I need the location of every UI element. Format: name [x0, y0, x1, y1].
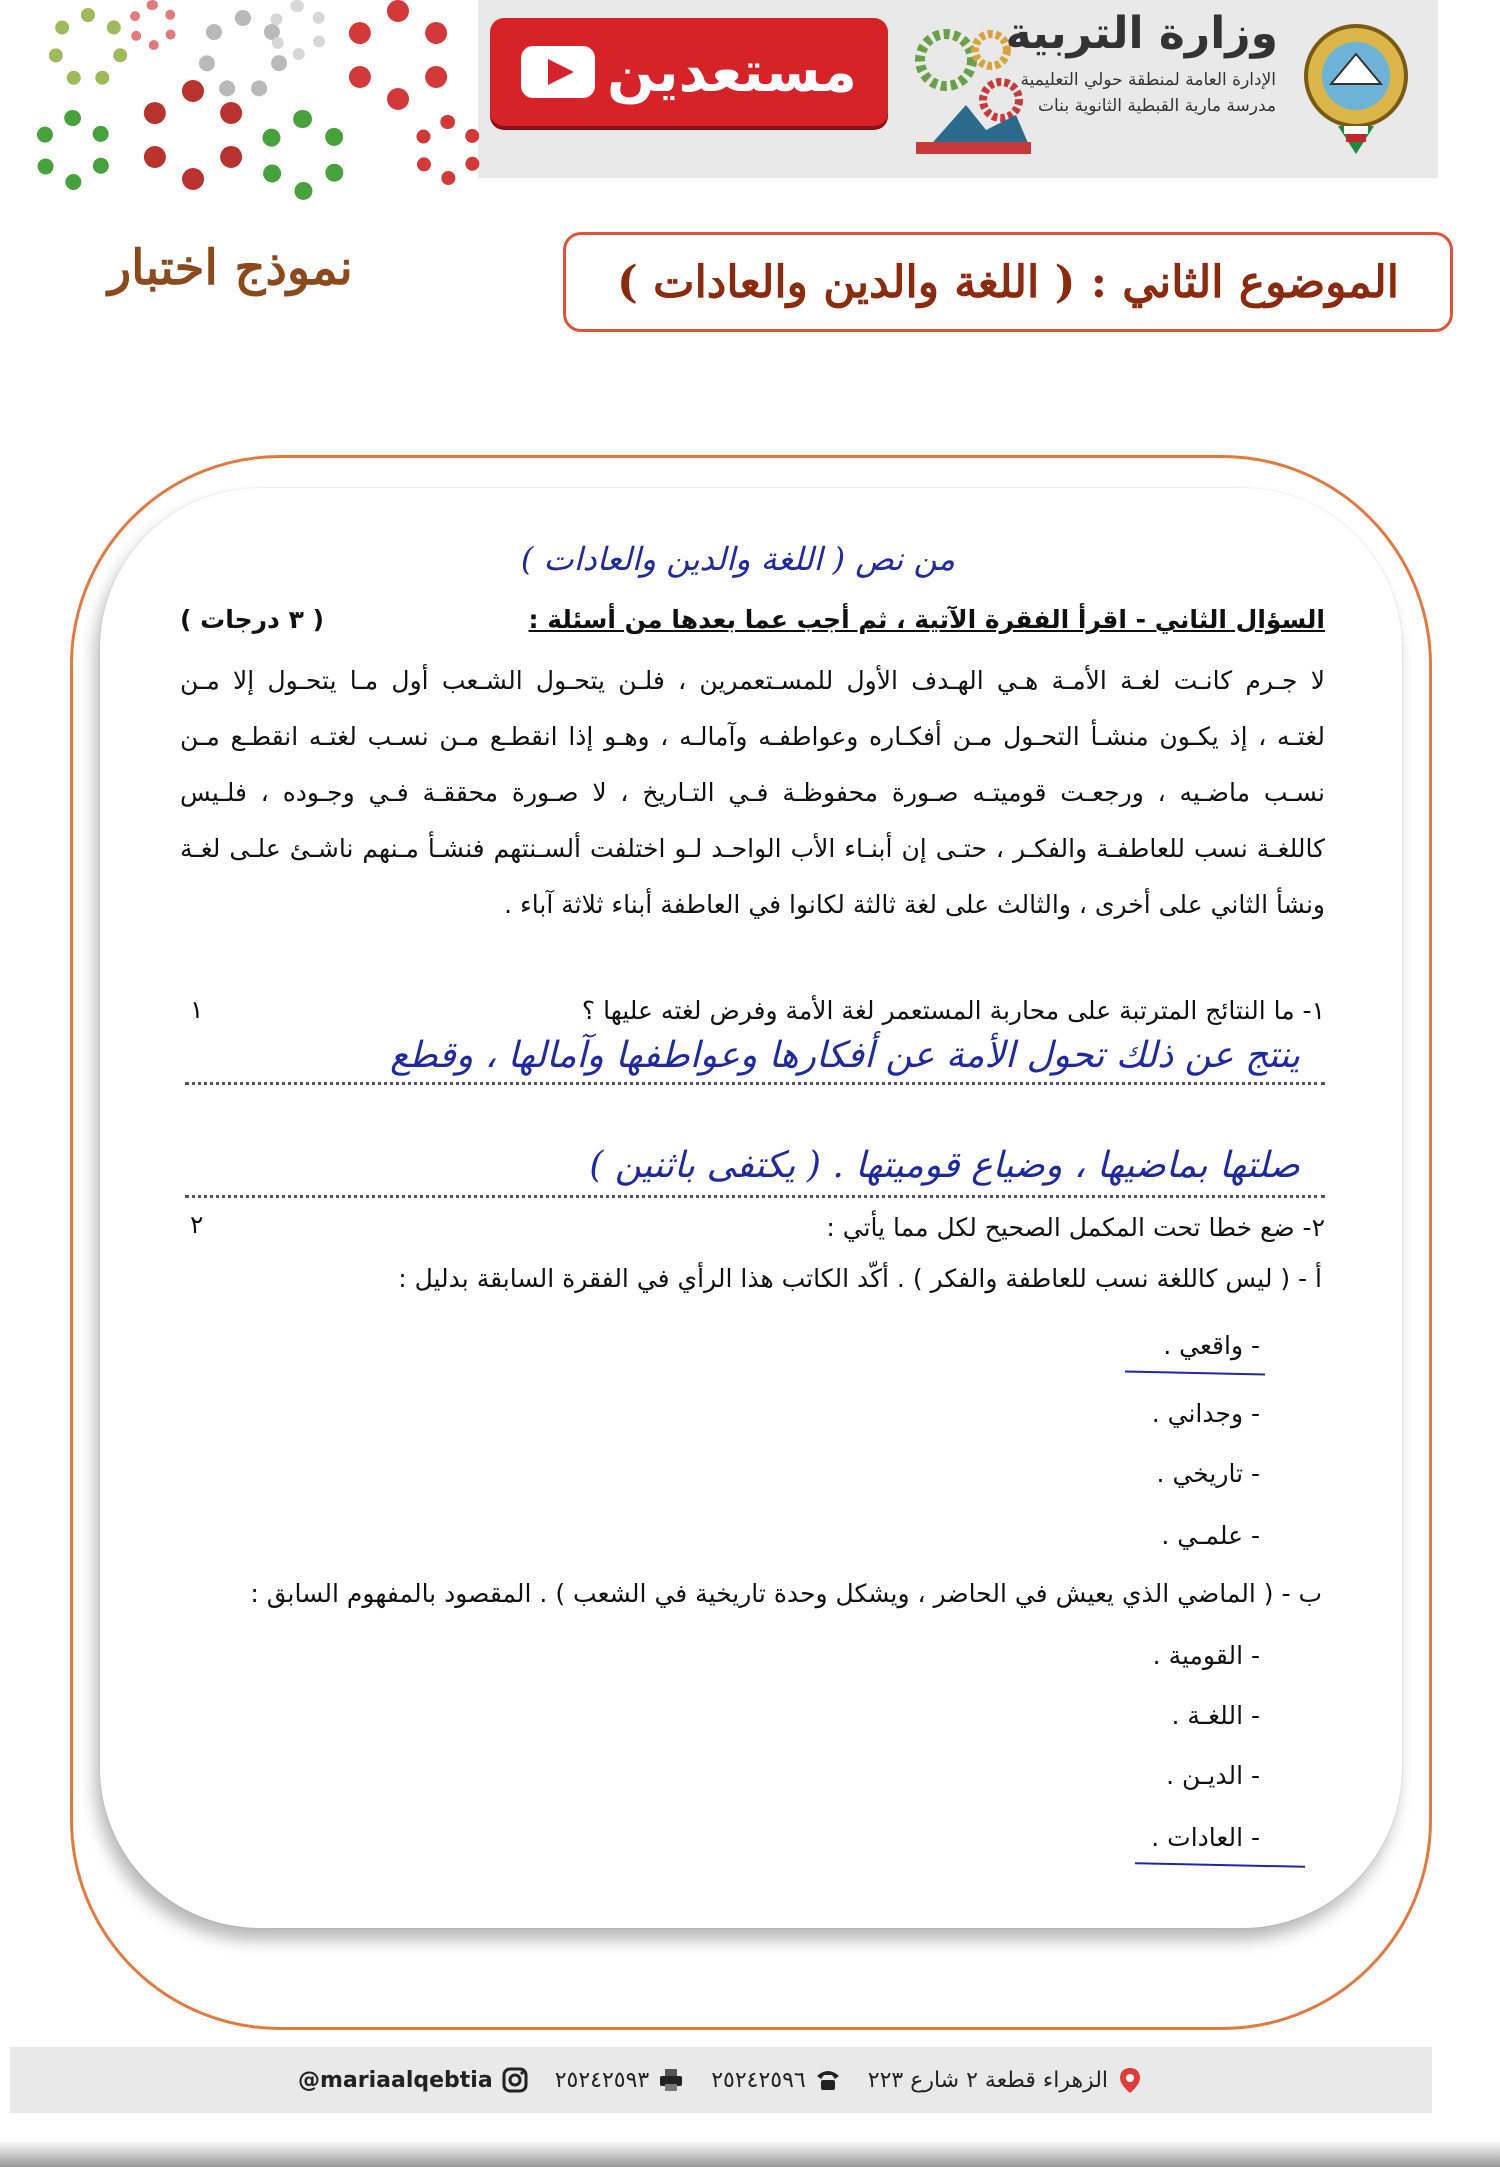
- question-1-mark: ١: [190, 995, 204, 1024]
- fax-icon: [657, 2066, 685, 2094]
- gear-icon: [33, 110, 113, 190]
- option-item: - واقعي .: [1163, 1331, 1260, 1360]
- location-pin-icon: [1116, 2066, 1144, 2094]
- fax-number: ٢٥٢٤٢٥٩٣: [554, 2067, 650, 2093]
- handwritten-answer-line: صلتها بماضيها ، وضياع قوميتها . ( يكتفى باثنين ): [589, 1145, 1300, 1186]
- footer-address: [868, 2066, 1144, 2094]
- question-2a: أ - ( ليس كاللغة نسب للعاطفة والفكر ) . أكّد الكاتب هذا الرأي في الفقرة السابقة بدليل :: [398, 1264, 1322, 1293]
- badge-label: مستعدين: [607, 39, 857, 105]
- paragraph-line: لغتـه ، إذ يكـون منشـأ التحـول مـن أفكـاره وعواطفـه وآمالـه ، وهـو إذا انقطـع مـن نسـب لغتـه انقطـع مـن: [180, 722, 1325, 751]
- paragraph-line: كاللغـة نسب للعاطفـة والفكـر ، حتـى إن أبنـاء الأب الواحـد لـو اختلفت ألسـنتهم فنشـأ مـنهم ناشـئ علـى لغـة: [180, 834, 1325, 863]
- question-heading: السؤال الثاني - اقرأ الفقرة الآتية ، ثم أجب عما بعدها من أسئلة :: [528, 605, 1325, 634]
- option-item: - اللغـة .: [1171, 1701, 1260, 1730]
- gears-decoration: [18, 0, 478, 178]
- paragraph-line: نسـب ماضـيه ، ورجعـت قوميتـه صـورة محفوظـة فـي التـاريخ ، لا صـورة محققـة فـي وجـوده ، فلـيس: [180, 778, 1325, 807]
- option-item: - وجداني .: [1151, 1399, 1260, 1428]
- gear-icon: [48, 8, 128, 88]
- footer-fax: [555, 2066, 686, 2094]
- gear-icon: [128, 0, 178, 50]
- school-name: مدرسة مارية القبطية الثانوية بنات: [1038, 96, 1276, 116]
- footer-instagram: [298, 2066, 529, 2094]
- exam-model-label: نموذج اختبار: [108, 240, 353, 296]
- option-item: - علمـي .: [1161, 1521, 1260, 1550]
- option-item: - العادات .: [1151, 1823, 1260, 1852]
- ministry-directorate: الإدارة العامة لمنطقة حولي التعليمية: [1020, 70, 1276, 90]
- instagram-icon: [501, 2066, 529, 2094]
- gear-icon: [343, 0, 453, 110]
- handwritten-answer-line: ينتج عن ذلك تحول الأمة عن أفكارها وعواطفها وآمالها ، وقطع: [389, 1035, 1300, 1076]
- answer-dotted-line: [185, 1195, 1325, 1198]
- topic-title: الموضوع الثاني : ( اللغة والدين والعادات ): [617, 256, 1399, 308]
- gear-icon: [138, 80, 248, 190]
- paragraph-line: لا جـرم كانـت لغـة الأمـة هـي الهـدف الأول للمسـتعمرين ، فلـن يتحـول الشـعب أول مـا يتحـول إلا مـن: [180, 666, 1325, 695]
- question-1: ١- ما النتائج المترتبة على محاربة المستعمر لغة الأمة وفرض لغته عليها ؟: [581, 996, 1325, 1025]
- option-item: - تاريخي .: [1156, 1459, 1260, 1488]
- page-bottom-shadow: [0, 2140, 1500, 2167]
- phone-icon: [814, 2066, 842, 2094]
- gear-icon: [268, 0, 328, 60]
- footer-bar: [10, 2047, 1432, 2113]
- handwritten-source-note: من نص ( اللغة والدين والعادات ): [520, 540, 955, 578]
- subscribe-badge: [490, 18, 888, 126]
- footer-phone: [711, 2066, 842, 2094]
- question-grade: ( ٣ درجات ): [180, 605, 324, 634]
- question-2b: ب - ( الماضي الذي يعيش في الحاضر ، ويشكل وحدة تاريخية في الشعب ) . المقصود بالمفهوم السابق :: [250, 1579, 1322, 1608]
- gear-icon: [258, 110, 348, 200]
- kuwait-emblem-icon: [1296, 14, 1416, 164]
- gear-icon: [413, 115, 483, 185]
- option-item: - الديـن .: [1166, 1761, 1260, 1790]
- option-item: - القومية .: [1152, 1641, 1260, 1670]
- question-2: ٢- ضع خطا تحت المكمل الصحيح لكل مما يأتي :: [826, 1213, 1325, 1242]
- topic-box: [563, 232, 1453, 332]
- instagram-handle: @mariaalqebtia: [297, 2067, 493, 2093]
- ministry-title: وزارة التربية: [1005, 8, 1278, 59]
- phone-number: ٢٥٢٤٢٥٩٦: [711, 2067, 806, 2093]
- paragraph-line: ونشأ الثاني على أخرى ، والثالث على لغة ثالثة لكانوا في العاطفة أبناء ثلاثة آباء .: [504, 890, 1325, 919]
- address-text: الزهراء قطعة ٢ شارع ٢٢٣: [867, 2067, 1109, 2093]
- play-icon: [521, 46, 595, 98]
- question-2-mark: ٢: [190, 1210, 204, 1239]
- answer-dotted-line: [185, 1082, 1325, 1085]
- header-banner: [18, 0, 1438, 178]
